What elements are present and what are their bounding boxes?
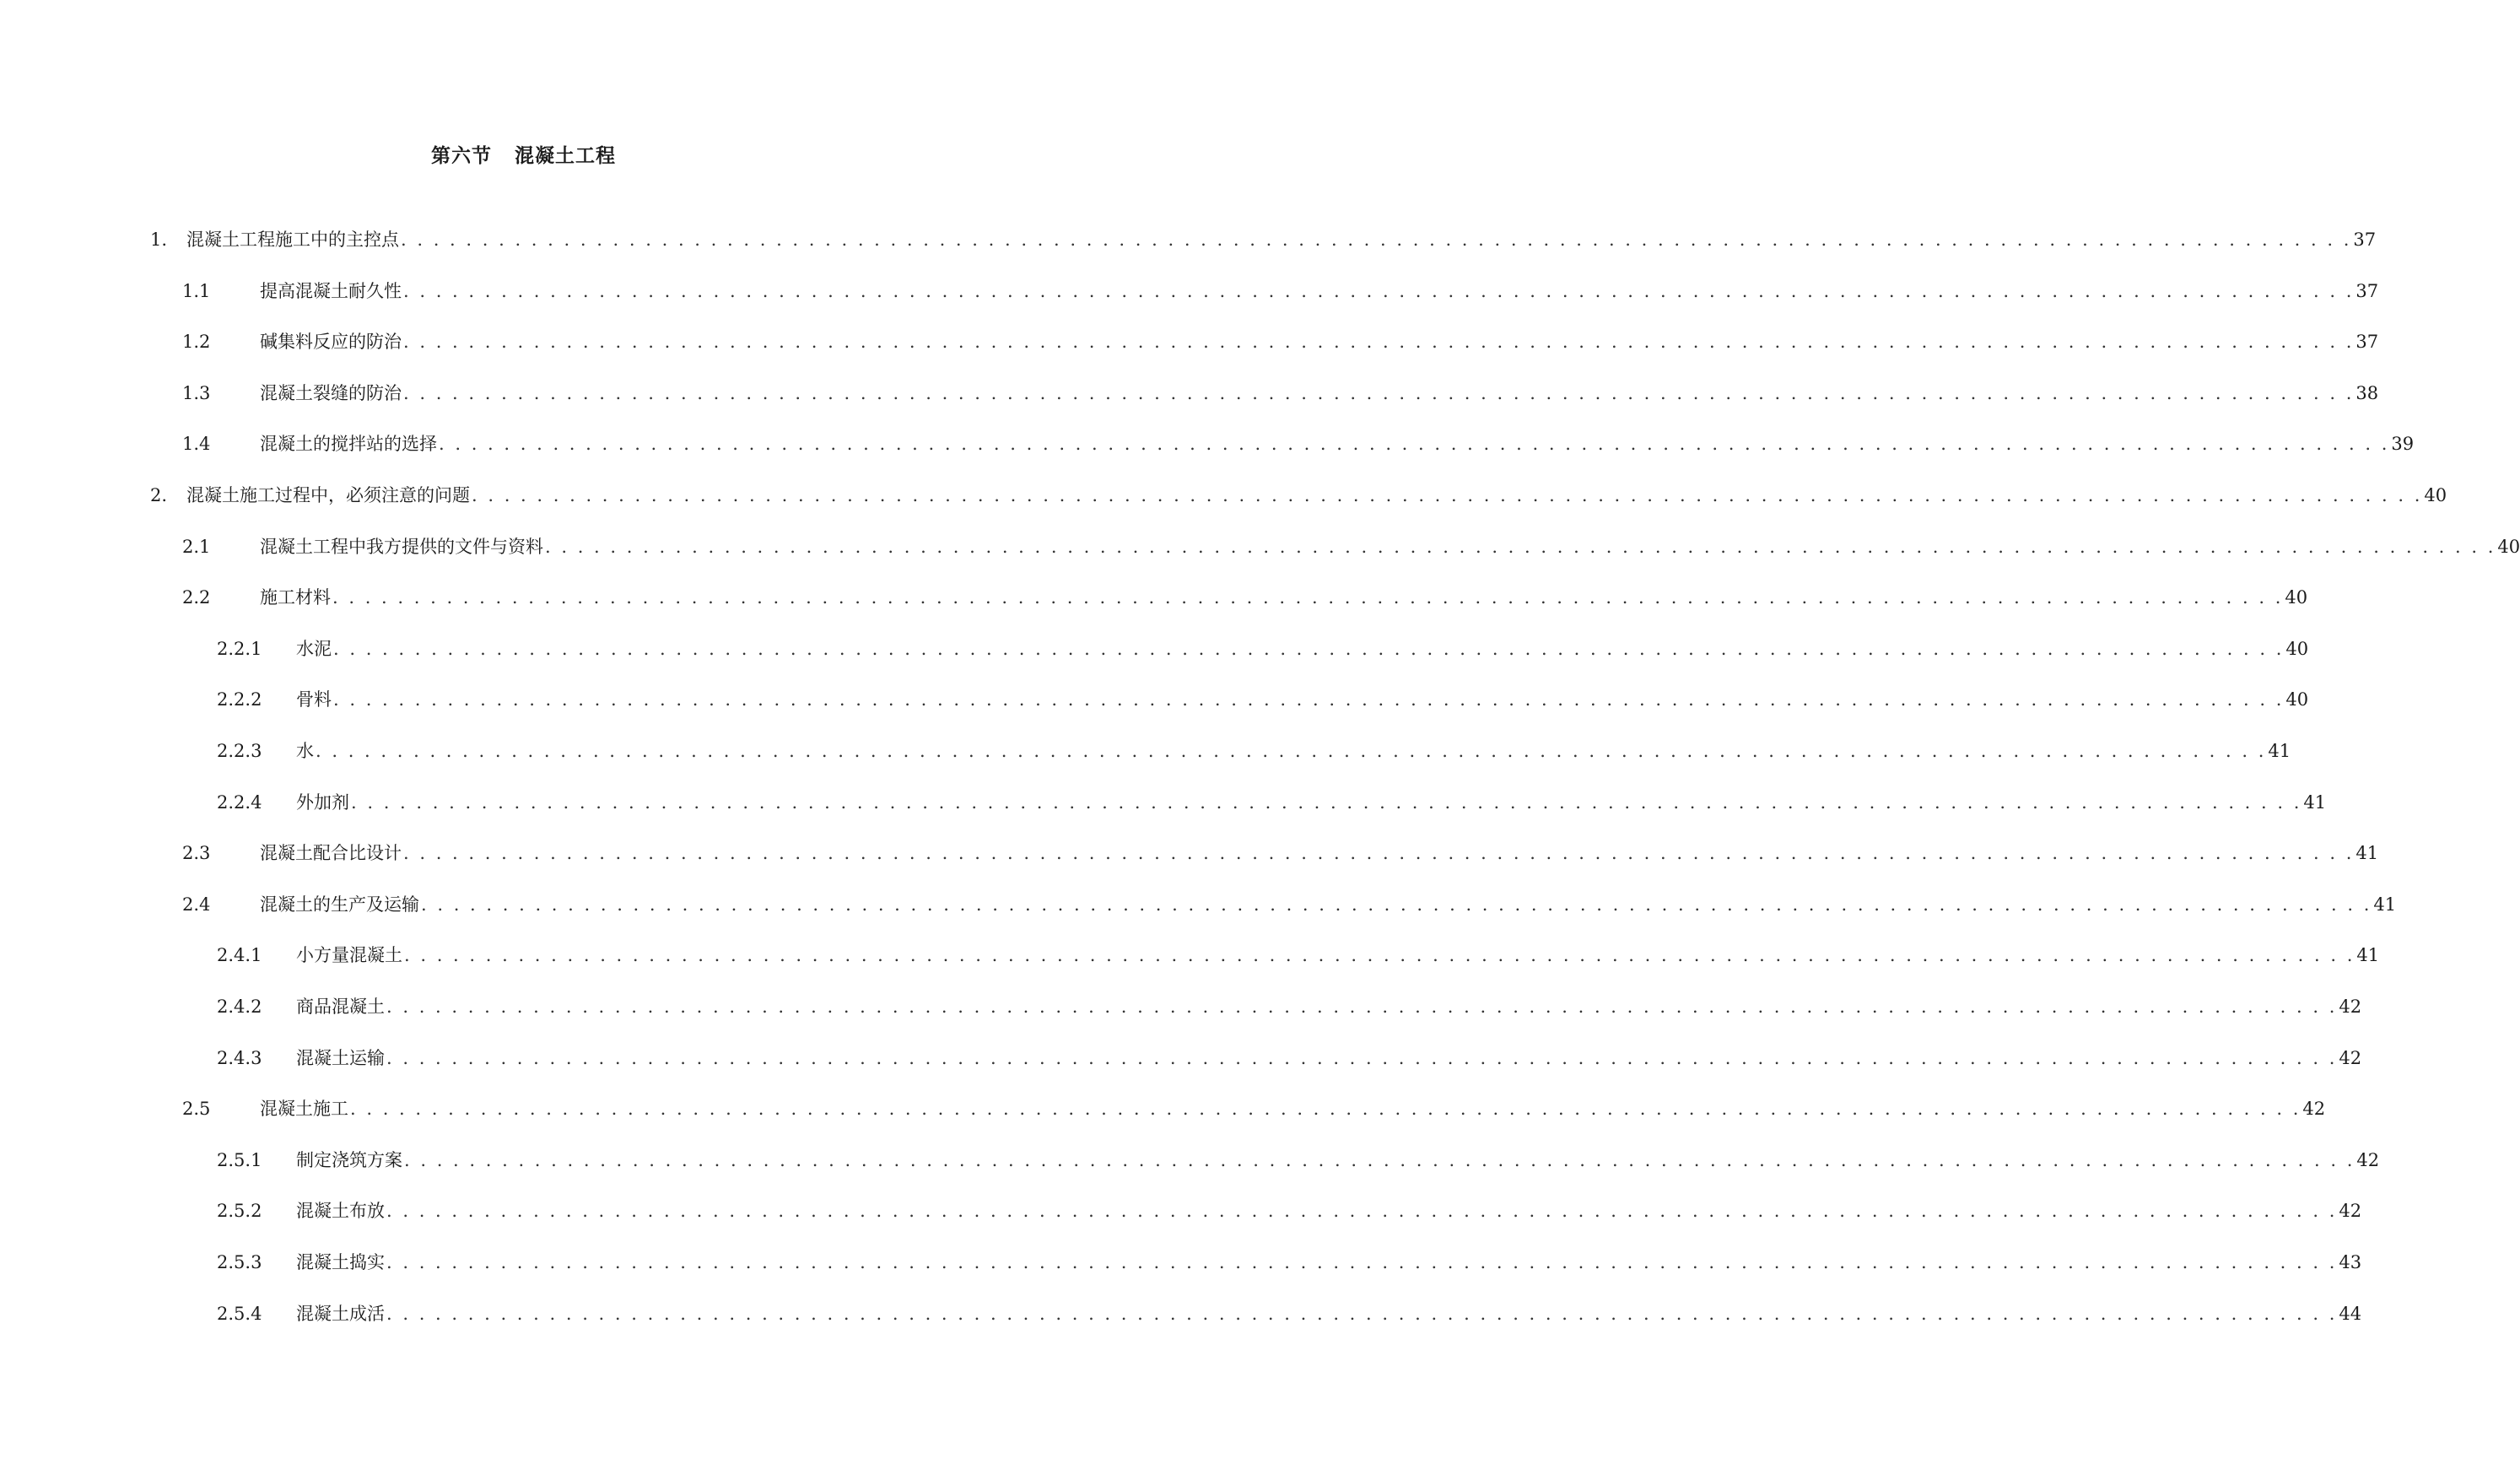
toc-entry-page-number: 40 <box>2285 638 2309 659</box>
toc-entry-label: 施工材料 <box>260 587 331 608</box>
toc-entry-label: 混凝土成活 <box>296 1303 385 1324</box>
toc-entry-label: 水泥 <box>296 638 332 659</box>
toc-entry[interactable] <box>182 532 2520 561</box>
toc-entry-page-number: 42 <box>2339 1201 2362 1222</box>
toc-dot-leader: . . . . . . . . . . . . . . . . . . . . . . . . . . . . . . . . . . . . . . . . . . . . . . . . . . . . . . . . . . . . . . . . . . . . . . . . . . . . . . . . . . . . . . . . . . . . . . . . . . . . . . . . . . . . . . . . . . . . . . . . <box>350 1099 2301 1120</box>
toc-entry-number: 2.4.3 <box>217 1047 262 1068</box>
section-title: 第六节 混凝土工程 <box>430 144 617 167</box>
toc-entry-number: 2.5.1 <box>217 1149 262 1170</box>
toc-dot-leader: . . . . . . . . . . . . . . . . . . . . . . . . . . . . . . . . . . . . . . . . . . . . . . . . . . . . . . . . . . . . . . . . . . . . . . . . . . . . . . . . . . . . . . . . . . . . . . . . . . . . . . . . . . . . . . . . . . . . . . . . <box>386 1201 2338 1222</box>
toc-dot-leader: . . . . . . . . . . . . . . . . . . . . . . . . . . . . . . . . . . . . . . . . . . . . . . . . . . . . . . . . . . . . . . . . . . . . . . . . . . . . . . . . . . . . . . . . . . . . . . . . . . . . . . . . . . . . . . . . . . . . . . . . <box>403 332 2355 353</box>
toc-entry-number: 2.3 <box>182 843 211 864</box>
toc-entry-label: 混凝土的生产及运输 <box>260 894 419 915</box>
toc-entry-label: 混凝土运输 <box>296 1047 385 1068</box>
toc-entry-page-number: 44 <box>2339 1303 2362 1324</box>
toc-entry-number: 1. <box>150 230 168 250</box>
toc-entry-label: 混凝土工程施工中的主控点 <box>186 230 399 250</box>
toc-entry-label: 碱集料反应的防治 <box>260 332 402 353</box>
toc-dot-leader: . . . . . . . . . . . . . . . . . . . . . . . . . . . . . . . . . . . . . . . . . . . . . . . . . . . . . . . . . . . . . . . . . . . . . . . . . . . . . . . . . . . . . . . . . . . . . . . . . . . . . . . . . . . . . . . . . . . . . . . . <box>545 536 2496 557</box>
toc-entry[interactable] <box>217 1044 2362 1072</box>
toc-entry-number: 2.2 <box>182 587 211 608</box>
toc-dot-leader: . . . . . . . . . . . . . . . . . . . . . . . . . . . . . . . . . . . . . . . . . . . . . . . . . . . . . . . . . . . . . . . . . . . . . . . . . . . . . . . . . . . . . . . . . . . . . . . . . . . . . . . . . . . . . . . . . . . . . . . . <box>386 997 2338 1017</box>
toc-entry[interactable] <box>217 788 2327 817</box>
toc-entry-page-number: 41 <box>2373 894 2397 915</box>
toc-entry-label: 外加剂 <box>296 791 349 813</box>
toc-entry[interactable] <box>217 1146 2380 1175</box>
toc-entry-label: 商品混凝土 <box>296 997 385 1017</box>
toc-entry-number: 1.1 <box>182 280 211 301</box>
toc-entry-page-number: 37 <box>2355 332 2379 353</box>
toc-dot-leader: . . . . . . . . . . . . . . . . . . . . . . . . . . . . . . . . . . . . . . . . . . . . . . . . . . . . . . . . . . . . . . . . . . . . . . . . . . . . . . . . . . . . . . . . . . . . . . . . . . . . . . . . . . . . . . . . . . . . . . . . <box>403 280 2355 301</box>
toc-entry-number: 2.2.3 <box>217 741 262 761</box>
toc-entry[interactable] <box>182 429 2415 458</box>
toc-entry-page-number: 41 <box>2303 791 2327 813</box>
toc-entry-page-number: 43 <box>2339 1252 2362 1272</box>
toc-entry[interactable] <box>217 1196 2362 1225</box>
toc-entry-number: 2.5.2 <box>217 1201 262 1222</box>
toc-entry-page-number: 42 <box>2339 997 2362 1017</box>
toc-dot-leader: . . . . . . . . . . . . . . . . . . . . . . . . . . . . . . . . . . . . . . . . . . . . . . . . . . . . . . . . . . . . . . . . . . . . . . . . . . . . . . . . . . . . . . . . . . . . . . . . . . . . . . . . . . . . . . . . . . . . . . . . <box>421 894 2372 915</box>
toc-entry[interactable] <box>217 1248 2362 1277</box>
toc-entry-page-number: 40 <box>2497 536 2520 557</box>
toc-entry-page-number: 41 <box>2356 945 2380 966</box>
toc-entry-label: 混凝土捣实 <box>296 1252 385 1272</box>
toc-entry[interactable] <box>217 635 2309 663</box>
toc-entry-number: 2.5 <box>182 1099 211 1120</box>
toc-entry-page-number: 42 <box>2302 1099 2326 1120</box>
toc-entry-page-number: 40 <box>2285 587 2308 608</box>
toc-entry-label: 制定浇筑方案 <box>296 1149 402 1170</box>
toc-dot-leader: . . . . . . . . . . . . . . . . . . . . . . . . . . . . . . . . . . . . . . . . . . . . . . . . . . . . . . . . . . . . . . . . . . . . . . . . . . . . . . . . . . . . . . . . . . . . . . . . . . . . . . . . . . . . . . . . . . . . . . . . <box>332 587 2284 608</box>
toc-entry[interactable] <box>217 992 2362 1021</box>
toc-entry-number: 2.4.2 <box>217 997 262 1017</box>
toc-entry-number: 2.2.1 <box>217 638 262 659</box>
toc-entry-page-number: 41 <box>2268 741 2291 761</box>
toc-entry[interactable] <box>182 327 2379 356</box>
toc-entry-page-number: 42 <box>2356 1149 2380 1170</box>
toc-entry[interactable] <box>182 277 2379 305</box>
toc-entry-number: 1.2 <box>182 332 211 353</box>
toc-entry-page-number: 42 <box>2339 1047 2362 1068</box>
toc-entry-page-number: 40 <box>2285 689 2309 710</box>
toc-entry-number: 2.5.3 <box>217 1252 262 1272</box>
toc-entry-label: 混凝土施工过程中，必须注意的问题 <box>186 485 470 505</box>
toc-entry-number: 2.2.4 <box>217 791 262 813</box>
toc-entry-label: 混凝土配合比设计 <box>260 843 402 864</box>
toc-entry[interactable] <box>182 379 2379 408</box>
toc-entry-label: 骨料 <box>296 689 332 710</box>
toc-entry-page-number: 38 <box>2355 382 2379 403</box>
toc-entry-label: 混凝土施工 <box>260 1099 348 1120</box>
toc-entry[interactable] <box>150 481 2447 510</box>
toc-dot-leader: . . . . . . . . . . . . . . . . . . . . . . . . . . . . . . . . . . . . . . . . . . . . . . . . . . . . . . . . . . . . . . . . . . . . . . . . . . . . . . . . . . . . . . . . . . . . . . . . . . . . . . . . . . . . . . . . . . . . . . . . <box>404 945 2355 966</box>
toc-dot-leader: . . . . . . . . . . . . . . . . . . . . . . . . . . . . . . . . . . . . . . . . . . . . . . . . . . . . . . . . . . . . . . . . . . . . . . . . . . . . . . . . . . . . . . . . . . . . . . . . . . . . . . . . . . . . . . . . . . . . . . . . <box>351 791 2302 813</box>
toc-entry-label: 提高混凝土耐久性 <box>260 280 402 301</box>
toc-entry-label: 混凝土工程中我方提供的文件与资料 <box>260 536 543 557</box>
toc-entry-page-number: 39 <box>2391 434 2415 455</box>
toc-entry-number: 1.4 <box>182 434 211 455</box>
toc-entry-page-number: 41 <box>2355 843 2379 864</box>
toc-dot-leader: . . . . . . . . . . . . . . . . . . . . . . . . . . . . . . . . . . . . . . . . . . . . . . . . . . . . . . . . . . . . . . . . . . . . . . . . . . . . . . . . . . . . . . . . . . . . . . . . . . . . . . . . . . . . . . . . . . . . . . . . <box>439 434 2390 455</box>
toc-dot-leader: . . . . . . . . . . . . . . . . . . . . . . . . . . . . . . . . . . . . . . . . . . . . . . . . . . . . . . . . . . . . . . . . . . . . . . . . . . . . . . . . . . . . . . . . . . . . . . . . . . . . . . . . . . . . . . . . . . . . . . . . <box>401 230 2352 250</box>
toc-dot-leader: . . . . . . . . . . . . . . . . . . . . . . . . . . . . . . . . . . . . . . . . . . . . . . . . . . . . . . . . . . . . . . . . . . . . . . . . . . . . . . . . . . . . . . . . . . . . . . . . . . . . . . . . . . . . . . . . . . . . . . . . <box>403 843 2355 864</box>
toc-entry-label: 水 <box>296 741 314 761</box>
toc-dot-leader: . . . . . . . . . . . . . . . . . . . . . . . . . . . . . . . . . . . . . . . . . . . . . . . . . . . . . . . . . . . . . . . . . . . . . . . . . . . . . . . . . . . . . . . . . . . . . . . . . . . . . . . . . . . . . . . . . . . . . . . . <box>386 1252 2338 1272</box>
toc-dot-leader: . . . . . . . . . . . . . . . . . . . . . . . . . . . . . . . . . . . . . . . . . . . . . . . . . . . . . . . . . . . . . . . . . . . . . . . . . . . . . . . . . . . . . . . . . . . . . . . . . . . . . . . . . . . . . . . . . . . . . . . . <box>333 638 2285 659</box>
toc-entry[interactable] <box>217 737 2291 765</box>
toc-entry[interactable] <box>217 1299 2362 1328</box>
toc-entry-page-number: 37 <box>2355 280 2379 301</box>
toc-entry[interactable] <box>182 583 2308 612</box>
toc-dot-leader: . . . . . . . . . . . . . . . . . . . . . . . . . . . . . . . . . . . . . . . . . . . . . . . . . . . . . . . . . . . . . . . . . . . . . . . . . . . . . . . . . . . . . . . . . . . . . . . . . . . . . . . . . . . . . . . . . . . . . . . . <box>403 382 2355 403</box>
toc-dot-leader: . . . . . . . . . . . . . . . . . . . . . . . . . . . . . . . . . . . . . . . . . . . . . . . . . . . . . . . . . . . . . . . . . . . . . . . . . . . . . . . . . . . . . . . . . . . . . . . . . . . . . . . . . . . . . . . . . . . . . . . . <box>316 741 2267 761</box>
toc-entry-label: 小方量混凝土 <box>296 945 402 966</box>
toc-entry[interactable] <box>182 890 2397 919</box>
toc-dot-leader: . . . . . . . . . . . . . . . . . . . . . . . . . . . . . . . . . . . . . . . . . . . . . . . . . . . . . . . . . . . . . . . . . . . . . . . . . . . . . . . . . . . . . . . . . . . . . . . . . . . . . . . . . . . . . . . . . . . . . . . . <box>472 485 2423 505</box>
toc-entry-label: 混凝土的搅拌站的选择 <box>260 434 437 455</box>
toc-dot-leader: . . . . . . . . . . . . . . . . . . . . . . . . . . . . . . . . . . . . . . . . . . . . . . . . . . . . . . . . . . . . . . . . . . . . . . . . . . . . . . . . . . . . . . . . . . . . . . . . . . . . . . . . . . . . . . . . . . . . . . . . <box>386 1303 2338 1324</box>
toc-dot-leader: . . . . . . . . . . . . . . . . . . . . . . . . . . . . . . . . . . . . . . . . . . . . . . . . . . . . . . . . . . . . . . . . . . . . . . . . . . . . . . . . . . . . . . . . . . . . . . . . . . . . . . . . . . . . . . . . . . . . . . . . <box>386 1047 2338 1068</box>
toc-dot-leader: . . . . . . . . . . . . . . . . . . . . . . . . . . . . . . . . . . . . . . . . . . . . . . . . . . . . . . . . . . . . . . . . . . . . . . . . . . . . . . . . . . . . . . . . . . . . . . . . . . . . . . . . . . . . . . . . . . . . . . . . <box>404 1149 2355 1170</box>
toc-entry[interactable] <box>182 1094 2326 1123</box>
toc-entry-number: 2.1 <box>182 536 211 557</box>
toc-entry-number: 2.5.4 <box>217 1303 262 1324</box>
toc-entry-page-number: 37 <box>2353 230 2377 250</box>
toc-dot-leader: . . . . . . . . . . . . . . . . . . . . . . . . . . . . . . . . . . . . . . . . . . . . . . . . . . . . . . . . . . . . . . . . . . . . . . . . . . . . . . . . . . . . . . . . . . . . . . . . . . . . . . . . . . . . . . . . . . . . . . . . <box>333 689 2285 710</box>
toc-entry-label: 混凝土布放 <box>296 1201 385 1222</box>
toc-entry-number: 2. <box>150 485 168 505</box>
toc-entry[interactable] <box>217 941 2380 970</box>
toc-entry-number: 2.4 <box>182 894 211 915</box>
toc-entry[interactable] <box>150 225 2377 254</box>
toc-entry-number: 2.2.2 <box>217 689 262 710</box>
toc-entry[interactable] <box>182 839 2379 867</box>
toc-entry-label: 混凝土裂缝的防治 <box>260 382 402 403</box>
toc-entry-number: 2.4.1 <box>217 945 262 966</box>
toc-entry[interactable] <box>217 685 2309 714</box>
toc-entry-page-number: 40 <box>2424 485 2447 505</box>
toc-entry-number: 1.3 <box>182 382 211 403</box>
